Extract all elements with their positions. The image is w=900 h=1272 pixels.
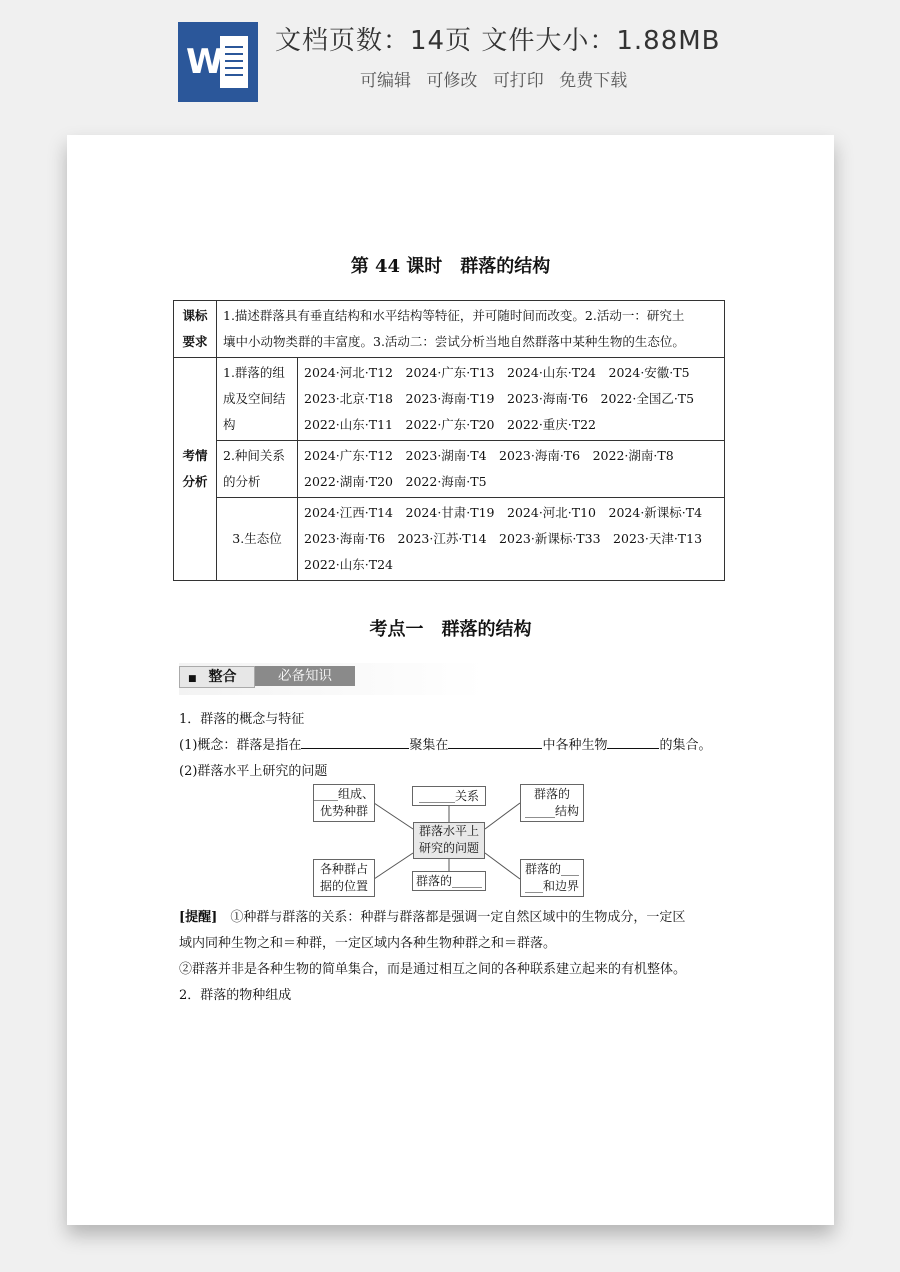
- reminder-block: [提醒] ①种群与群落的关系：种群与群落都是强调一定自然区域中的生物成分，一定区 域内同种生物之和＝种群，一定区域内各种生物种群之和＝群落。 ②群落并非是各种生物的简单集合，而是通过相互之间的各种联系建立起来的有机整体。 2．群落的物种组成: [179, 905, 719, 1009]
- diagram-center-box: 群落水平上 研究的问题: [413, 822, 485, 859]
- document-page: [67, 135, 834, 1225]
- diagram-box-range: 群落的___ ___和边界: [520, 859, 584, 897]
- document-features: [360, 66, 637, 91]
- download-banner: [0, 0, 900, 130]
- heading-research: (2)群落水平上研究的问题: [179, 764, 328, 779]
- diagram-box-position: 各种群占 据的位置: [313, 859, 375, 897]
- table-row: [174, 358, 725, 441]
- feature-printable: 可打印: [492, 71, 544, 91]
- feature-free-download: 免费下载: [559, 71, 628, 91]
- word-document-icon: W: [178, 22, 258, 102]
- reminder-label: [提醒]: [179, 910, 218, 925]
- table-row: [174, 441, 725, 498]
- diagram-box-succession: 群落的_____: [412, 871, 486, 891]
- exam-list: 2024·河北·T12 2024·广东·T13 2024·山东·T24 2024·安徽·T5 2023·北京·T18 2023·海南·T19 2023·海南·T6 2022·全国乙·T5 2022·山东·T11 2022·广东·T20 2022·重庆·T22: [298, 358, 725, 441]
- diagram-box-structure: 群落的 _____结构: [520, 784, 584, 822]
- integration-label: ■ 整合: [179, 666, 255, 688]
- diagram-box-composition: ____组成、 优势种群: [313, 784, 375, 822]
- feature-editable: 可编辑: [360, 71, 411, 91]
- essential-knowledge-label: 必备知识: [255, 666, 355, 686]
- diagram-box-relation: ______关系: [412, 786, 486, 806]
- analysis-header: 考情 分析: [174, 358, 217, 581]
- heading-concept: 1．群落的概念与特征: [179, 712, 305, 727]
- curriculum-table: [173, 300, 725, 581]
- document-meta-title: 文档页数：14页 文件大小：1.88MB: [275, 26, 721, 56]
- fill-blank: [448, 736, 542, 749]
- section-bar: [179, 663, 485, 695]
- topic-cell: 1.群落的组 成及空间结 构: [217, 358, 298, 441]
- lesson-title: 第 44 课时 群落的结构: [350, 256, 551, 277]
- research-diagram: [308, 781, 590, 899]
- feature-modifiable: 可修改: [426, 71, 478, 91]
- topic-cell: 3.生态位: [217, 498, 298, 581]
- requirement-header: 课标 要求: [174, 301, 217, 358]
- exam-list: 2024·广东·T12 2023·湖南·T4 2023·海南·T6 2022·湖南·T8 2022·湖南·T20 2022·海南·T5: [298, 441, 725, 498]
- concept-line: (1)概念：群落是指在 聚集在 中各种生物 的集合。: [179, 738, 712, 753]
- topic-cell: 2.种间关系 的分析: [217, 441, 298, 498]
- section-title: 考点一 群落的结构: [369, 619, 532, 640]
- requirement-text: 1.描述群落具有垂直结构和水平结构等特征，并可随时间而改变。2.活动一：研究土 壤中小动物类群的丰富度。3.活动二：尝试分析当地自然群落中某种生物的生态位。: [217, 301, 725, 358]
- fill-blank: [607, 736, 659, 749]
- heading-species: 2．群落的物种组成: [179, 988, 292, 1003]
- fill-blank: [301, 736, 409, 749]
- table-row: [174, 498, 725, 581]
- square-bullet-icon: ■: [188, 674, 197, 684]
- exam-list: 2024·江西·T14 2024·甘肃·T19 2024·河北·T10 2024·新课标·T4 2023·海南·T6 2023·江苏·T14 2023·新课标·T33 2023·天津·T13 2022·山东·T24: [298, 498, 725, 581]
- table-row: [174, 301, 725, 358]
